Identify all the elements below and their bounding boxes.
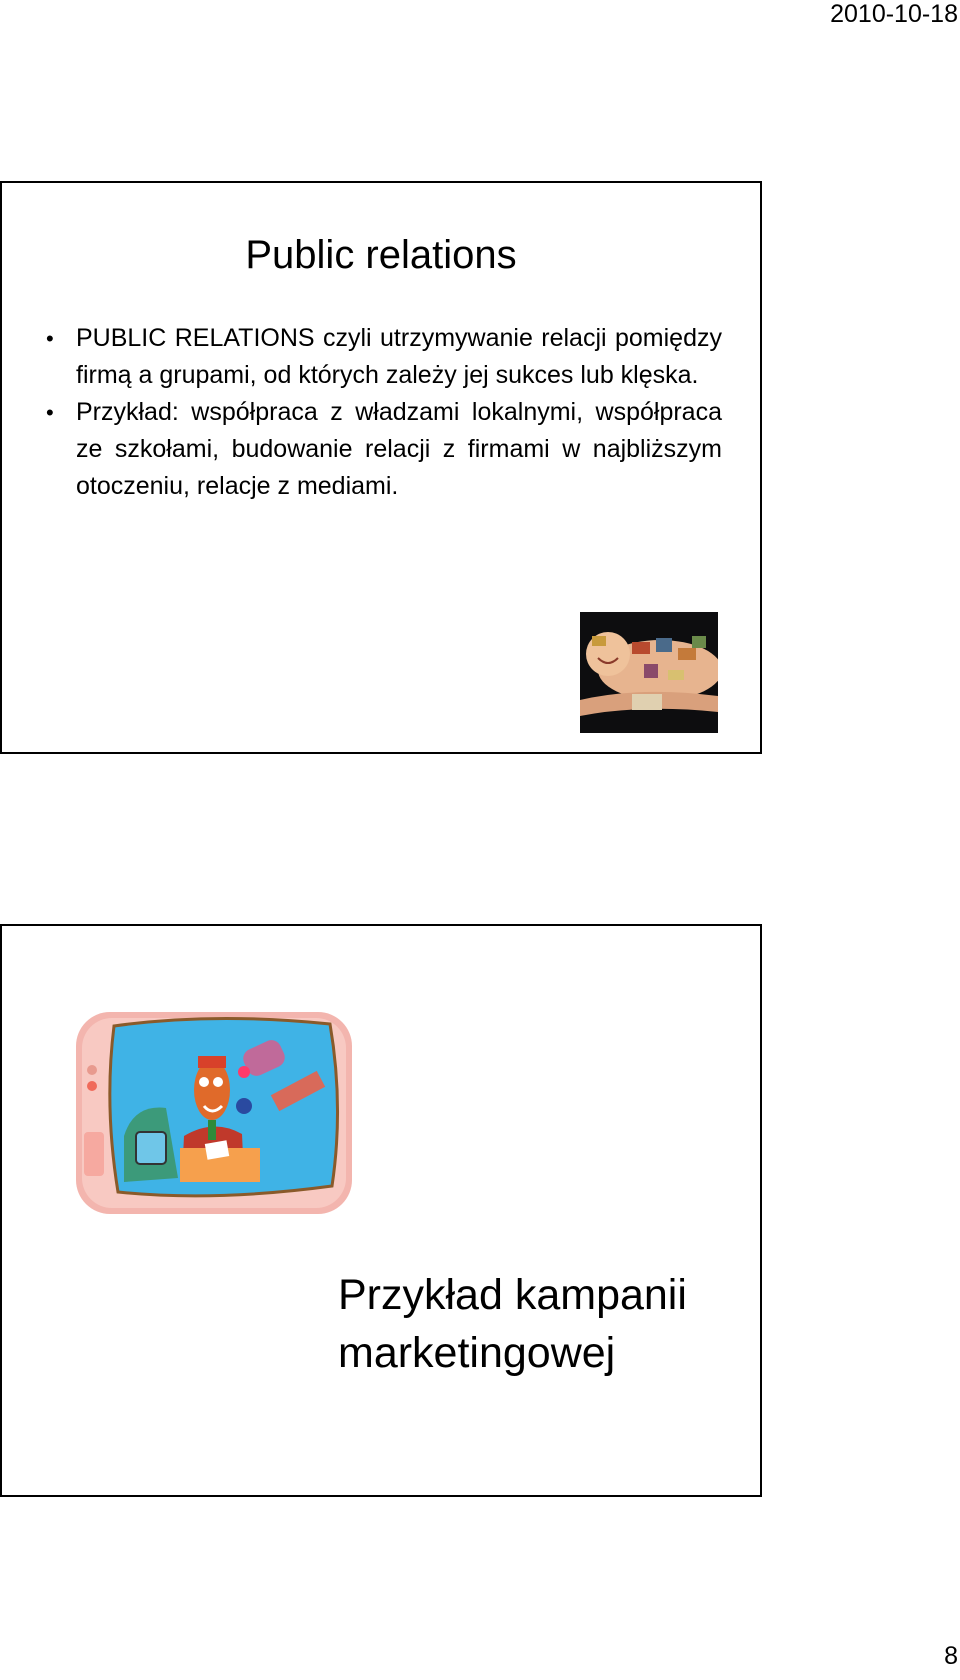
slide-campaign-example — [0, 924, 762, 1497]
bullet-icon: • — [46, 400, 54, 425]
bullet-item — [46, 320, 722, 394]
title-line-2: marketingowej — [338, 1329, 616, 1377]
bullet-list — [46, 320, 722, 505]
bullet-text: PUBLIC RELATIONS czyli utrzymywanie relacji pomiędzy firmą a grupami, od których zależy jej sukces lub klęska. — [76, 324, 722, 389]
bullet-text: Przykład: współpraca z władzami lokalnymi, współpraca ze szkołami, budowanie relacji z firmami w najbliższym otoczeniu, relacje z mediami. — [76, 398, 722, 500]
bullet-icon: • — [46, 326, 54, 351]
document-date: 2010-10-18 — [830, 0, 958, 28]
title-line-1: Przykład kampanii — [338, 1271, 687, 1319]
slide-title — [338, 1266, 687, 1382]
baby-photo — [580, 612, 718, 733]
slide-public-relations — [0, 181, 762, 754]
tv-illustration — [74, 1006, 354, 1218]
slide-title: Public relations — [245, 233, 517, 277]
page-number: 8 — [944, 1642, 958, 1670]
bullet-item — [46, 394, 722, 505]
